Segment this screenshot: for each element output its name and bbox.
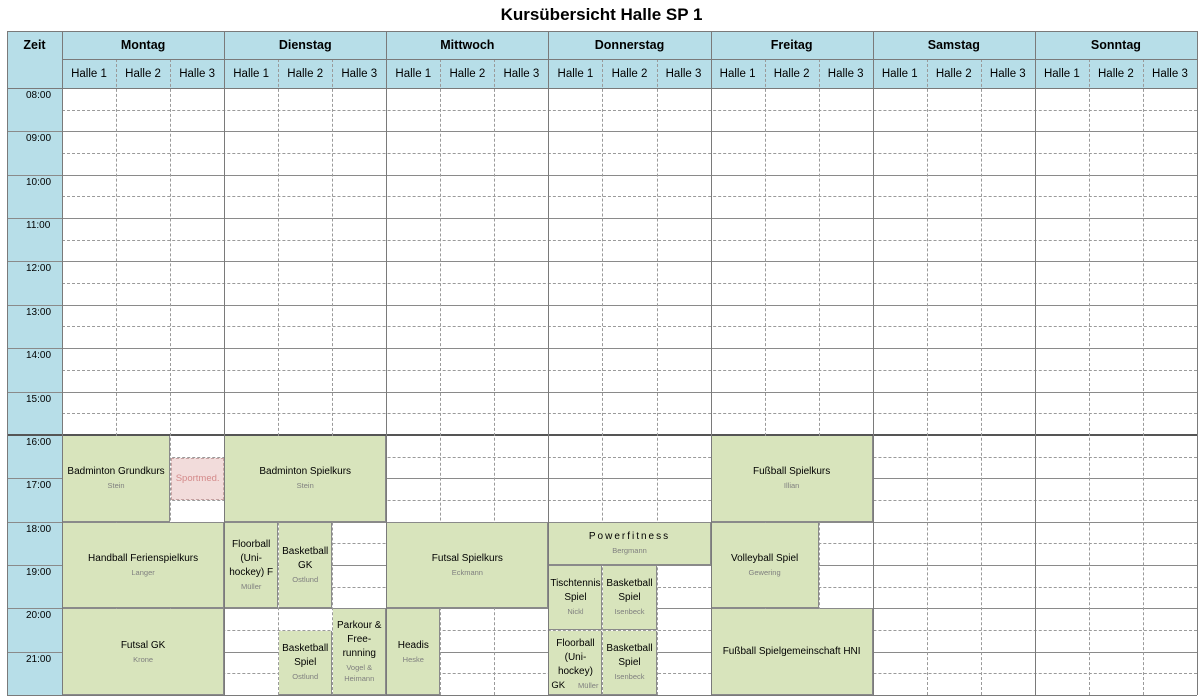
course-teacher: Heske	[402, 654, 424, 664]
zeit-header: Zeit	[7, 31, 62, 88]
time-label: 14:00	[26, 350, 52, 362]
hall-divider	[1143, 59, 1144, 695]
frame-right	[1197, 31, 1198, 695]
hall-header: Halle 3	[657, 59, 711, 88]
course-name: Basketball Spiel	[606, 643, 653, 669]
time-label: 21:00	[26, 653, 52, 665]
time-label: 19:00	[26, 566, 52, 578]
day-header-freitag: Freitag	[711, 31, 873, 59]
hall-header: Halle 2	[278, 59, 332, 88]
hall-divider	[332, 59, 333, 695]
course-name: Basketball Spiel	[282, 643, 329, 669]
time-label: 08:00	[26, 90, 52, 101]
course-teacher: Isenbeck	[614, 672, 645, 682]
time-label: 12:00	[26, 263, 52, 275]
row-line-half	[62, 110, 1197, 111]
course-gk-label: GK	[551, 679, 566, 691]
course-teacher: Stein	[296, 481, 314, 491]
course-block[interactable]	[225, 436, 386, 522]
course-teacher: Ostlund	[292, 574, 319, 584]
hall-header: Halle 3	[819, 59, 873, 88]
course-teacher: Müller	[240, 581, 262, 591]
hall-header: Halle 3	[494, 59, 548, 88]
course-block[interactable]	[549, 566, 602, 630]
course-block[interactable]	[549, 523, 710, 565]
course-block[interactable]	[712, 523, 819, 609]
course-teacher: Nickl	[567, 607, 584, 617]
hall-divider	[1089, 59, 1090, 695]
course-name: Basketball GK	[282, 545, 329, 571]
hall-header: Halle 3	[170, 59, 224, 88]
course-teacher: Müller	[578, 680, 599, 690]
time-label: 18:00	[26, 523, 52, 535]
row-line-half	[62, 240, 1197, 241]
course-block[interactable]	[549, 631, 602, 695]
time-label: 13:00	[26, 306, 52, 318]
course-name: Futsal GK	[120, 639, 166, 651]
course-name: Volleyball Spiel	[730, 552, 799, 564]
course-teacher: Krone	[133, 654, 154, 664]
hall-header: Halle 2	[602, 59, 656, 88]
course-block[interactable]	[387, 609, 440, 695]
course-teacher: Langer	[131, 567, 155, 577]
day-header-donnerstag: Donnerstag	[548, 31, 710, 59]
course-teacher: Gewering	[748, 567, 781, 577]
course-name: Powerfitness	[588, 531, 671, 543]
row-line-half	[62, 153, 1197, 154]
course-name: Fußball Spielgemeinschaft HNI	[722, 645, 861, 657]
time-label: 15:00	[26, 393, 52, 405]
day-header-mittwoch: Mittwoch	[386, 31, 548, 59]
day-header-sonntag: Sonntag	[1035, 31, 1197, 59]
frame-bottom	[7, 695, 1197, 696]
course-name: Parkour & Free-running	[337, 620, 382, 660]
time-label: 10:00	[26, 176, 52, 188]
hall-header: Halle 1	[224, 59, 278, 88]
hall-divider	[657, 59, 658, 695]
hall-divider	[819, 59, 820, 695]
hall-header: Halle 2	[116, 59, 170, 88]
row-line-half	[62, 326, 1197, 327]
hall-header: Halle 2	[927, 59, 981, 88]
course-name: Sportmed.	[175, 472, 220, 484]
course-name: Badminton Spielkurs	[259, 466, 352, 478]
course-teacher: Vogel & Heimann	[344, 663, 375, 684]
hall-divider	[927, 59, 928, 695]
course-teacher: Stein	[107, 481, 125, 491]
hall-divider	[981, 59, 982, 695]
course-block[interactable]	[279, 631, 332, 695]
course-teacher: Bergmann	[612, 546, 647, 556]
hall-header: Halle 1	[711, 59, 765, 88]
row-line-half	[62, 370, 1197, 371]
hall-header: Halle 3	[1143, 59, 1197, 88]
course-name: Headis	[397, 639, 429, 651]
course-teacher: Isenbeck	[614, 607, 645, 617]
day-divider	[1035, 31, 1036, 695]
course-teacher: Ostlund	[292, 672, 319, 682]
page-title: Kursübersicht Halle SP 1	[500, 5, 703, 24]
hall-header: Halle 1	[1035, 59, 1089, 88]
course-block[interactable]	[712, 436, 873, 522]
day-header-montag: Montag	[62, 31, 224, 59]
row-line-half	[62, 283, 1197, 284]
course-block[interactable]	[225, 523, 278, 609]
time-label: 09:00	[26, 133, 52, 145]
header-divider	[62, 59, 1197, 60]
course-block[interactable]	[279, 523, 332, 609]
course-block[interactable]	[712, 609, 873, 695]
course-block[interactable]	[387, 523, 548, 609]
course-name: Floorball (Uni-hockey)	[556, 638, 595, 678]
course-name: Futsal Spielkurs	[431, 552, 503, 564]
course-block[interactable]	[333, 609, 386, 695]
course-block[interactable]	[171, 458, 224, 500]
hall-header: Halle 1	[873, 59, 927, 88]
hall-header: Halle 3	[981, 59, 1035, 88]
hall-header: Halle 3	[332, 59, 386, 88]
row-line-half	[62, 413, 1197, 414]
course-name: Handball Ferienspielkurs	[88, 552, 199, 564]
course-block[interactable]	[603, 566, 656, 630]
time-label: 11:00	[26, 220, 51, 232]
course-name: Floorball (Uni-hockey) F	[229, 538, 274, 578]
day-divider	[873, 31, 874, 695]
frame-left	[7, 31, 8, 695]
course-block[interactable]	[63, 609, 224, 695]
course-block[interactable]	[63, 523, 224, 609]
frame-top	[7, 31, 1197, 32]
time-label: 17:00	[26, 480, 52, 492]
hall-header: Halle 1	[548, 59, 602, 88]
course-block[interactable]	[603, 631, 656, 695]
course-name: Tischtennis Spiel	[550, 578, 601, 604]
day-header-samstag: Samstag	[873, 31, 1035, 59]
hall-header: Halle 2	[765, 59, 819, 88]
hall-header: Halle 2	[440, 59, 494, 88]
course-teacher: Illian	[783, 481, 800, 491]
course-name: Fußball Spielkurs	[753, 466, 831, 478]
hall-header: Halle 1	[62, 59, 116, 88]
time-label: 20:00	[26, 610, 52, 622]
hall-header: Halle 2	[1089, 59, 1143, 88]
time-label: 16:00	[26, 436, 52, 448]
course-block[interactable]	[63, 436, 170, 522]
hall-header: Halle 1	[386, 59, 440, 88]
course-name: Badminton Grundkurs	[67, 466, 165, 478]
course-teacher: Eckmann	[451, 567, 483, 577]
day-header-dienstag: Dienstag	[224, 31, 386, 59]
course-name: Basketball Spiel	[606, 578, 653, 604]
row-line-half	[62, 196, 1197, 197]
header-bottom	[7, 88, 1197, 89]
